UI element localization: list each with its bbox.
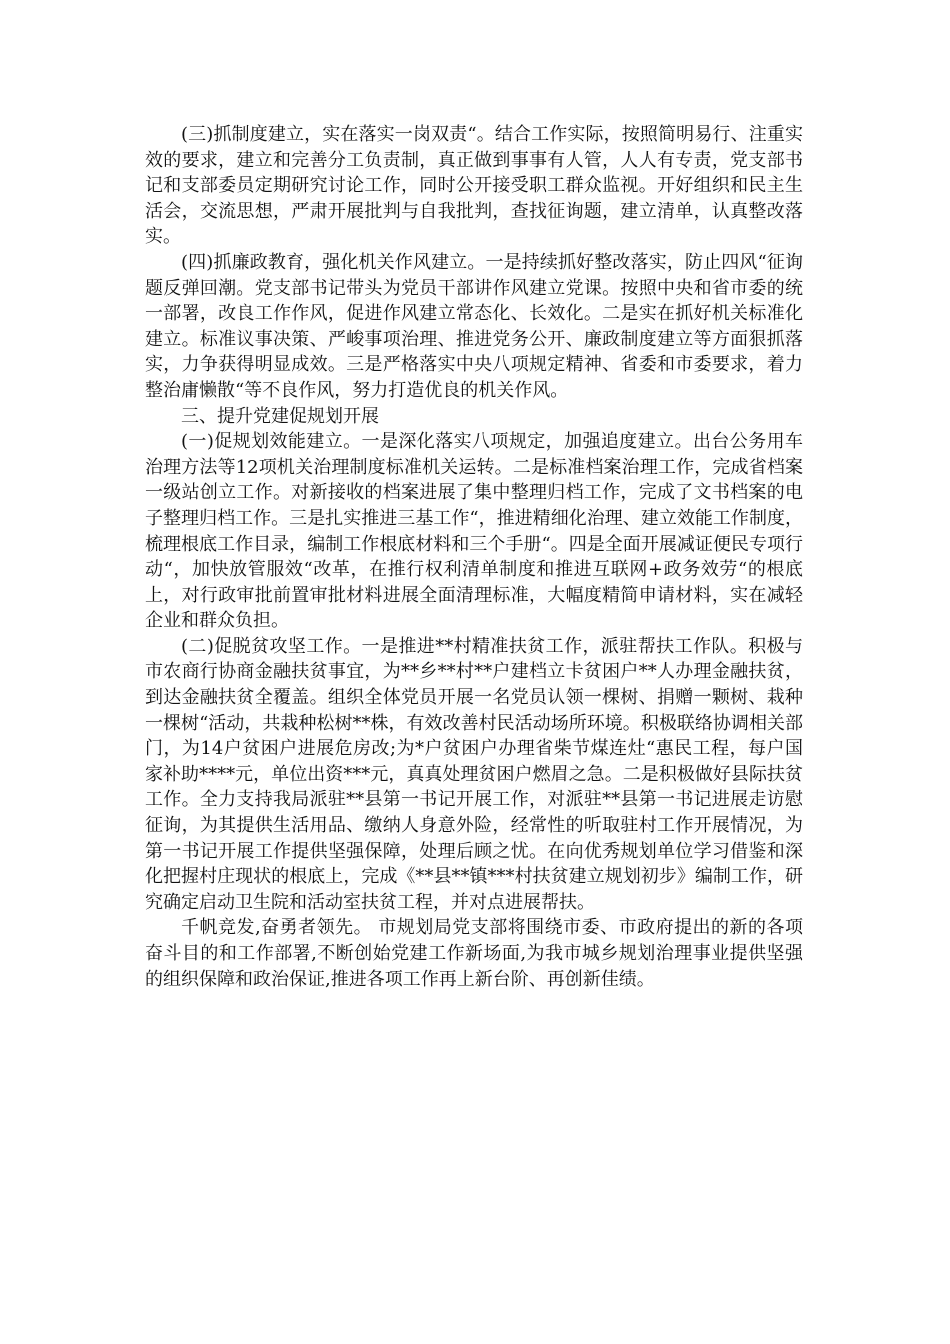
paragraph-poverty-alleviation: (二)促脱贫攻坚工作。一是推进**村精准扶贫工作，派驻帮扶工作队。积极与市农商行协商金融扶贫事宜，为**乡**村**户建档立卡贫困户**人办理金融扶贫，到达金融扶贫全覆盖。组织全体党员开展一名党员认领一棵树、捐赠一颗树、栽种一棵树“活动，共栽种松树**株，有效改善村民活动场所环境。积极联络协调相关部门，为14户贫困户进展危房改;为*户贫困户办理省柴节煤连灶“惠民工程，每户国家补助****元，单位出资***元，真真处理贫困户燃眉之急。二是积极做好县际扶贫工作。全力支持我局派驻**县第一书记开展工作，对派驻**县第一书记进展走访慰征询，为其提供生活用品、缴纳人身意外险，经常性的听取驻村工作开展情况，为第一书记开展工作提供坚强保障，处理后顾之忧。在向优秀规划单位学习借鉴和深化把握村庄现状的根底上，完成《**县**镇***村扶贫建立规划初步》编制工作，研究确定启动卫生院和活动室扶贫工程，并对点进展帮扶。 bbox=[145, 635, 803, 913]
section-heading-3: 三、提升党建促规划开展 bbox=[181, 405, 379, 427]
document-body bbox=[145, 122, 803, 992]
paragraph-conclusion: 千帆竞发,奋勇者领先。 市规划局党支部将围绕市委、市政府提出的新的各项奋斗目的和工作部署,不断创始党建工作新场面,为我市城乡规划治理事业提供坚强的组织保障和政治保证,推进各项工作再上新台阶、再创新佳绩。 bbox=[145, 917, 803, 990]
paragraph-integrity-education: (四)抓廉政教育，强化机关作风建立。一是持续抓好整改落实，防止四风“征询题反弹回潮。党支部书记带头为党员干部讲作风建立党课。按照中央和省市委的统一部署，改良工作作风，促进作风建立常态化、长效化。二是实在抓好机关标准化建立。标准议事决策、严峻事项治理、推进党务公开、廉政制度建立等方面狠抓落实，力争获得明显成效。三是严格落实中央八项规定精神、省委和市委要求，着力整治庸懒散“等不良作风，努力打造优良的机关作风。 bbox=[145, 251, 803, 401]
paragraph-planning-efficiency: (一)促规划效能建立。一是深化落实八项规定，加强追度建立。出台公务用车治理方法等12项机关治理制度标准机关运转。二是标准档案治理工作，完成省档案一级站创立工作。对新接收的档案进展了集中整理归档工作，完成了文书档案的电子整理归档工作。三是扎实推进三基工作“，推进精细化治理、建立效能工作制度，梳理根底工作目录，编制工作根底材料和三个手册“。四是全面开展减证便民专项行动“，加快放管服效“改革，在推行权利清单制度和推进互联网+政务效劳“的根底上，对行政审批前置审批材料进展全面清理标准，大幅度精简申请材料，实在减轻企业和群众负担。 bbox=[145, 431, 803, 632]
paragraph-responsibility-system: (三)抓制度建立，实在落实一岗双责“。结合工作实际，按照简明易行、注重实效的要求，建立和完善分工负责制，真正做到事事有人管，人人有专责，党支部书记和支部委员定期研究讨论工作，同时公开接受职工群众监视。开好组织和民主生活会，交流思想，严肃开展批判与自我批判，查找征询题，建立清单，认真整改落实。 bbox=[145, 124, 803, 248]
